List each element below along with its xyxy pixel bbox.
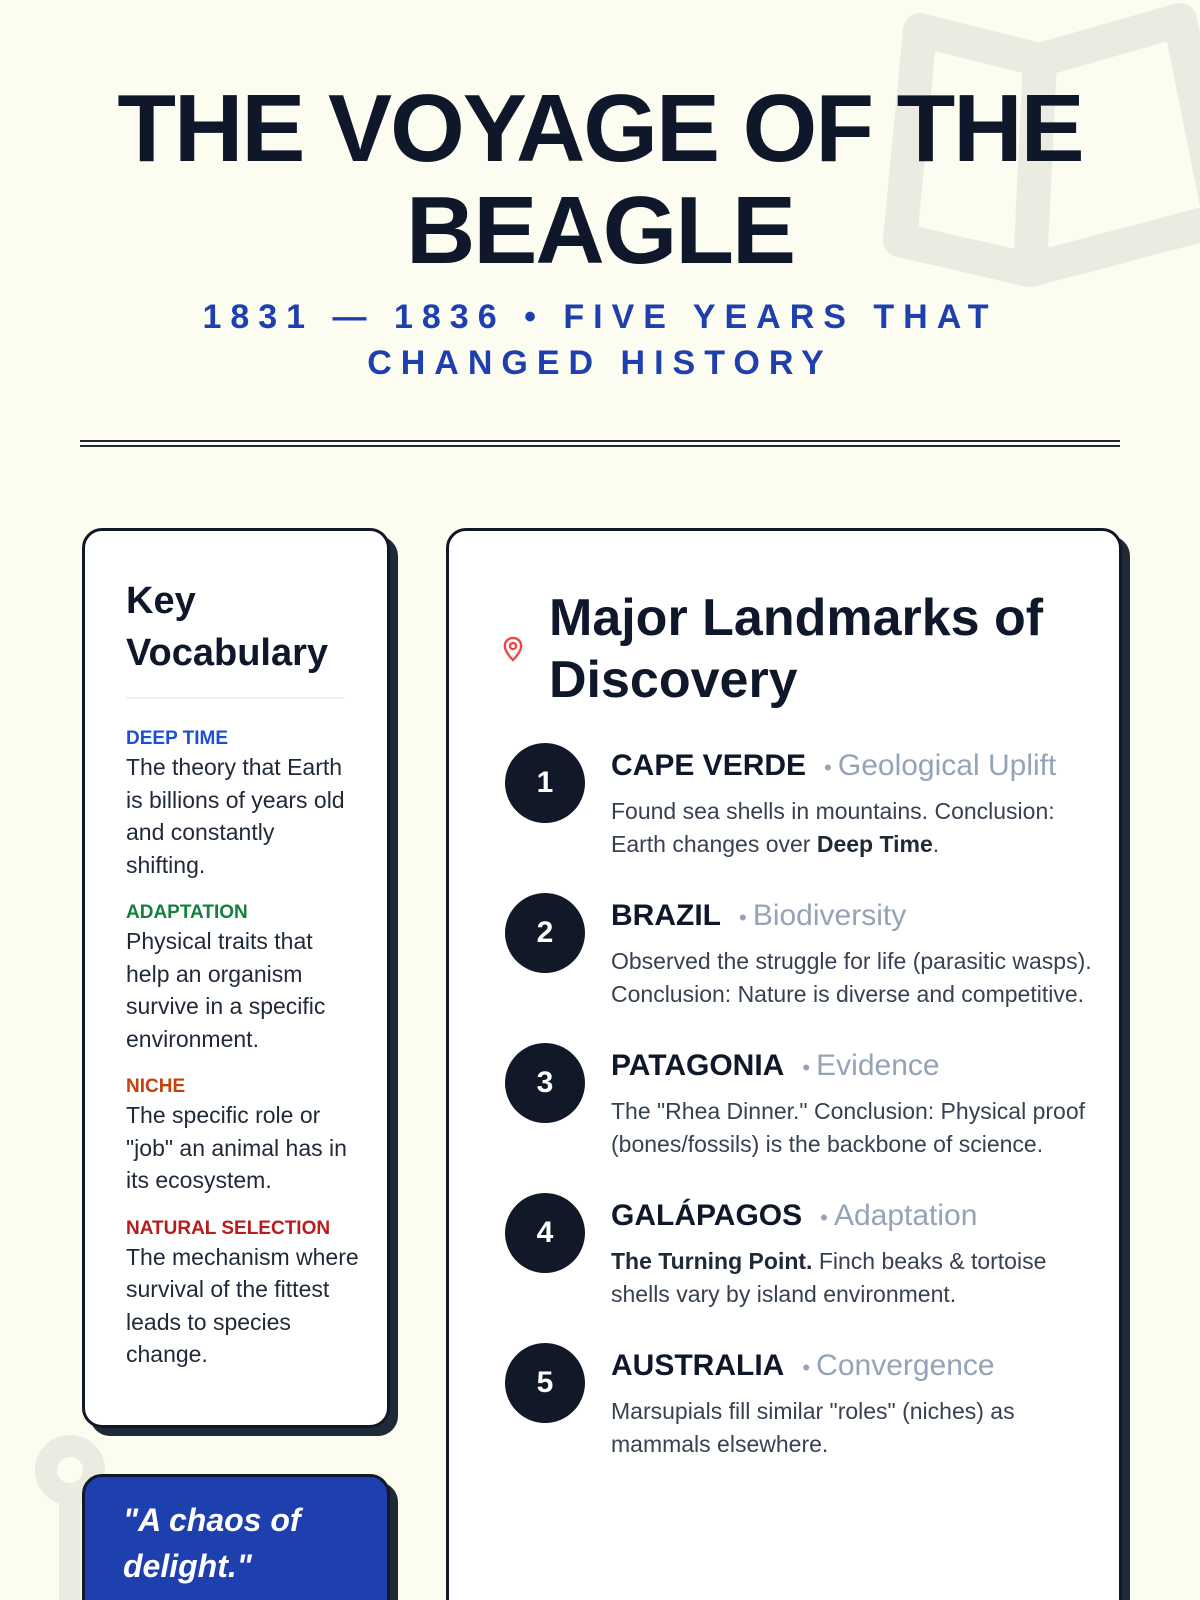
vocab-definition: The theory that Earth is billions of years old and constantly shifting. <box>126 754 345 878</box>
vocab-term-natural-selection: NATURAL SELECTION <box>126 1217 331 1239</box>
bullet-dot-icon: • <box>820 1205 834 1230</box>
bullet-dot-icon: • <box>738 905 753 930</box>
page-subtitle: 1831 — 1836 • FIVE YEARS THAT CHANGED HISTORY <box>202 298 998 382</box>
landmark-place: BRAZIL <box>611 899 721 932</box>
vocab-term-adaptation: ADAPTATION <box>126 902 248 923</box>
map-pin-icon <box>499 635 527 663</box>
vocab-definition: The specific role or "job" an animal has in its ecosystem. <box>126 1102 347 1193</box>
bullet-dot-icon: • <box>802 1355 817 1380</box>
landmark-number-badge: 4 <box>505 1193 585 1273</box>
landmark-place: AUSTRALIA <box>611 1349 785 1382</box>
landmark-description: Found sea shells in mountains. Conclusion: Earth changes over Deep Time. <box>611 798 1055 857</box>
landmark-description: The Turning Point. Finch beaks & tortoise shells vary by island environment. <box>611 1248 1047 1307</box>
landmark-item-brazil <box>505 893 1095 1011</box>
vocab-definition: The mechanism where survival of the fittest leads to species change. <box>126 1243 359 1367</box>
landmark-place: CAPE VERDE <box>611 749 807 782</box>
landmark-description: Marsupials fill similar "roles" (niches) as mammals elsewhere. <box>611 1398 1015 1457</box>
landmarks-list <box>505 743 1095 1493</box>
landmark-item-galapagos <box>505 1193 1095 1311</box>
landmarks-title: Major Landmarks of Discovery <box>549 589 1044 709</box>
landmarks-header <box>499 587 1099 711</box>
vocabulary-divider <box>126 697 345 699</box>
landmark-description: Observed the struggle for life (parasitic wasps). Conclusion: Nature is diverse and competitive. <box>611 948 1092 1007</box>
landmark-number-badge: 2 <box>505 893 585 973</box>
quote-text: "A chaos of delight." <box>123 1502 301 1584</box>
landmark-description: The "Rhea Dinner." Conclusion: Physical proof (bones/fossils) is the backbone of science. <box>611 1098 1086 1157</box>
vocab-term-deep-time: DEEP TIME <box>126 728 229 749</box>
landmarks-card <box>446 528 1122 1600</box>
landmark-number-badge: 1 <box>505 743 585 823</box>
bullet-dot-icon: • <box>802 1055 817 1080</box>
landmark-tag: Convergence <box>816 1349 995 1382</box>
header-divider <box>80 440 1120 447</box>
landmark-tag: Evidence <box>816 1049 940 1082</box>
landmark-number-badge: 5 <box>505 1343 585 1423</box>
vocab-definition: Physical traits that help an organism survive in a specific environment. <box>126 928 326 1052</box>
bullet-dot-icon: • <box>824 755 838 780</box>
quote-card <box>82 1474 390 1600</box>
vocabulary-card <box>82 528 390 1428</box>
landmark-item-cape-verde <box>505 743 1095 861</box>
page-title: THE VOYAGE OF THE BEAGLE <box>117 75 1083 284</box>
landmark-tag: Adaptation <box>833 1199 978 1232</box>
landmark-item-patagonia <box>505 1043 1095 1161</box>
vocab-term-niche: NICHE <box>126 1076 186 1097</box>
landmark-tag: Biodiversity <box>752 899 907 932</box>
vocabulary-title: Key Vocabulary <box>126 580 329 674</box>
landmark-place: GALÁPAGOS <box>611 1199 803 1232</box>
landmark-number-badge: 3 <box>505 1043 585 1123</box>
landmark-item-australia <box>505 1343 1095 1461</box>
landmark-tag: Geological Uplift <box>837 749 1057 782</box>
landmark-place: PATAGONIA <box>611 1049 785 1082</box>
